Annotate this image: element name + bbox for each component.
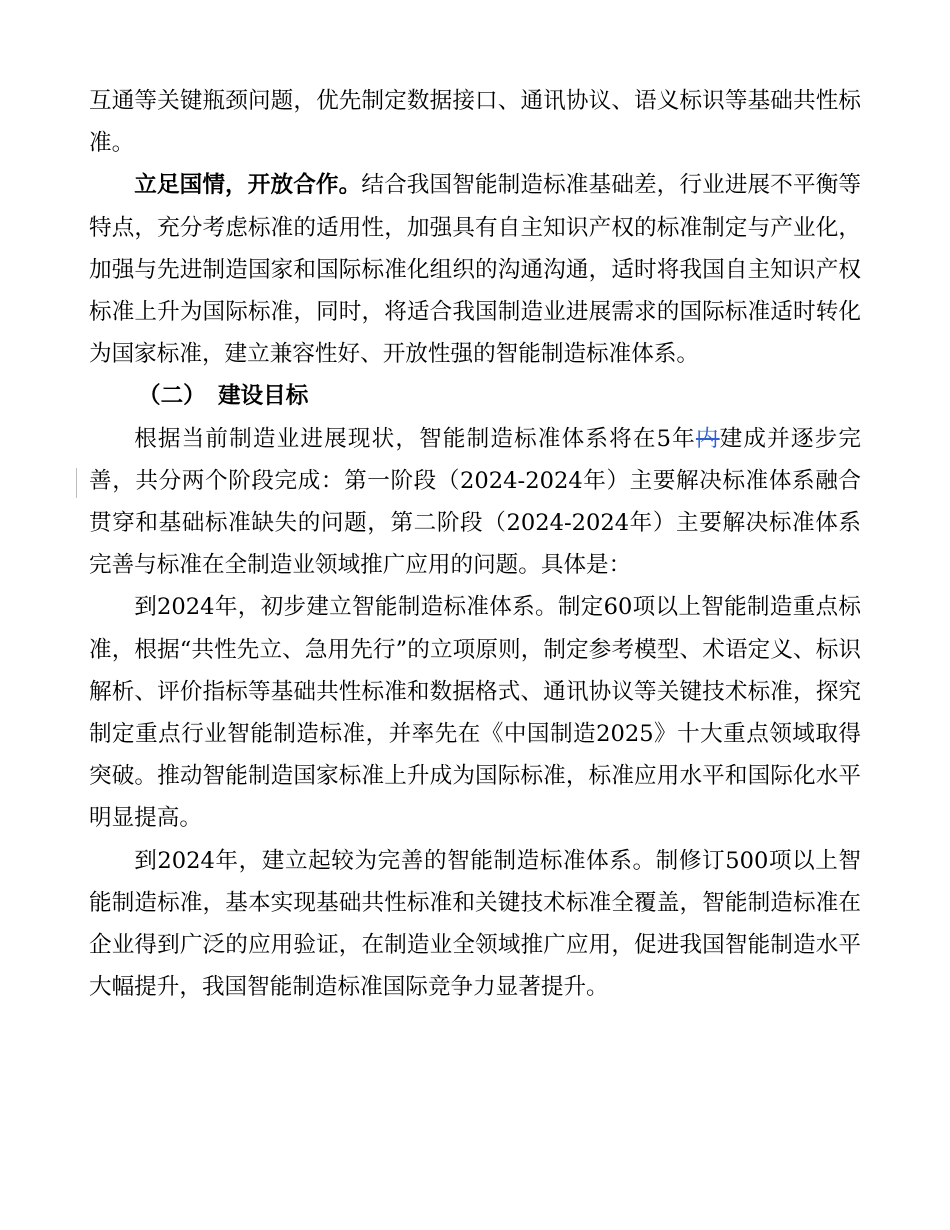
revision-change-bar bbox=[76, 468, 77, 498]
tracked-deletion[interactable]: 内 bbox=[695, 425, 720, 452]
paragraph-4 bbox=[89, 586, 861, 839]
paragraph-3-text-after: 建成并逐步完善，共分两个阶段完成：第一阶段（2024-2024年）主要解决标准体系融合贯穿和基础标准缺失的问题，第二阶段（2024-2024年）主要解决标准体系完善与标准在全制造业领域推广应用的问题。具体是： bbox=[89, 425, 862, 579]
paragraph-2-lead: 立足国情，开放合作。 bbox=[134, 172, 362, 199]
paragraph-3-text-before: 根据当前制造业进展现状，智能制造标准体系将在5年 bbox=[134, 425, 696, 452]
paragraph-3 bbox=[89, 418, 861, 587]
section-heading-number: （二） bbox=[138, 383, 206, 410]
section-heading-title: 建设目标 bbox=[218, 383, 309, 410]
paragraph-1-text: 互通等关键瓶颈问题，优先制定数据接口、通讯协议、语义标识等基础共性标准。 bbox=[89, 88, 861, 157]
paragraph-2 bbox=[89, 164, 861, 375]
paragraph-1 bbox=[89, 80, 861, 164]
paragraph-5 bbox=[89, 840, 861, 1009]
section-heading bbox=[89, 375, 861, 417]
document-page bbox=[89, 80, 861, 1008]
paragraph-2-text: 结合我国智能制造标准基础差，行业进展不平衡等特点，充分考虑标准的适用性，加强具有自主知识产权的标准制定与产业化，加强与先进制造国家和国际标准化组织的沟通沟通，适时将我国自主知识产权标准上升为国际标准，同时，将适合我国制造业进展需求的国际标准适时转化为国家标准，建立兼容性好、开放性强的智能制造标准体系。 bbox=[89, 172, 862, 368]
paragraph-4-text: 到2024年，初步建立智能制造标准体系。制定60项以上智能制造重点标准，根据“共性先立、急用先行”的立项原则，制定参考模型、术语定义、标识解析、评价指标等基础共性标准和数据格式、通讯协议等关键技术标准，探究制定重点行业智能制造标准，并率先在《中国制造2025》十大重点领域取得突破。推动智能制造国家标准上升成为国际标准，标准应用水平和国际化水平明显提高。 bbox=[89, 594, 861, 832]
paragraph-5-text: 到2024年，建立起较为完善的智能制造标准体系。制修订500项以上智能制造标准，基本实现基础共性标准和关键技术标准全覆盖，智能制造标准在企业得到广泛的应用验证，在制造业全领域推广应用，促进我国智能制造水平大幅提升，我国智能制造标准国际竞争力显著提升。 bbox=[89, 847, 861, 1001]
